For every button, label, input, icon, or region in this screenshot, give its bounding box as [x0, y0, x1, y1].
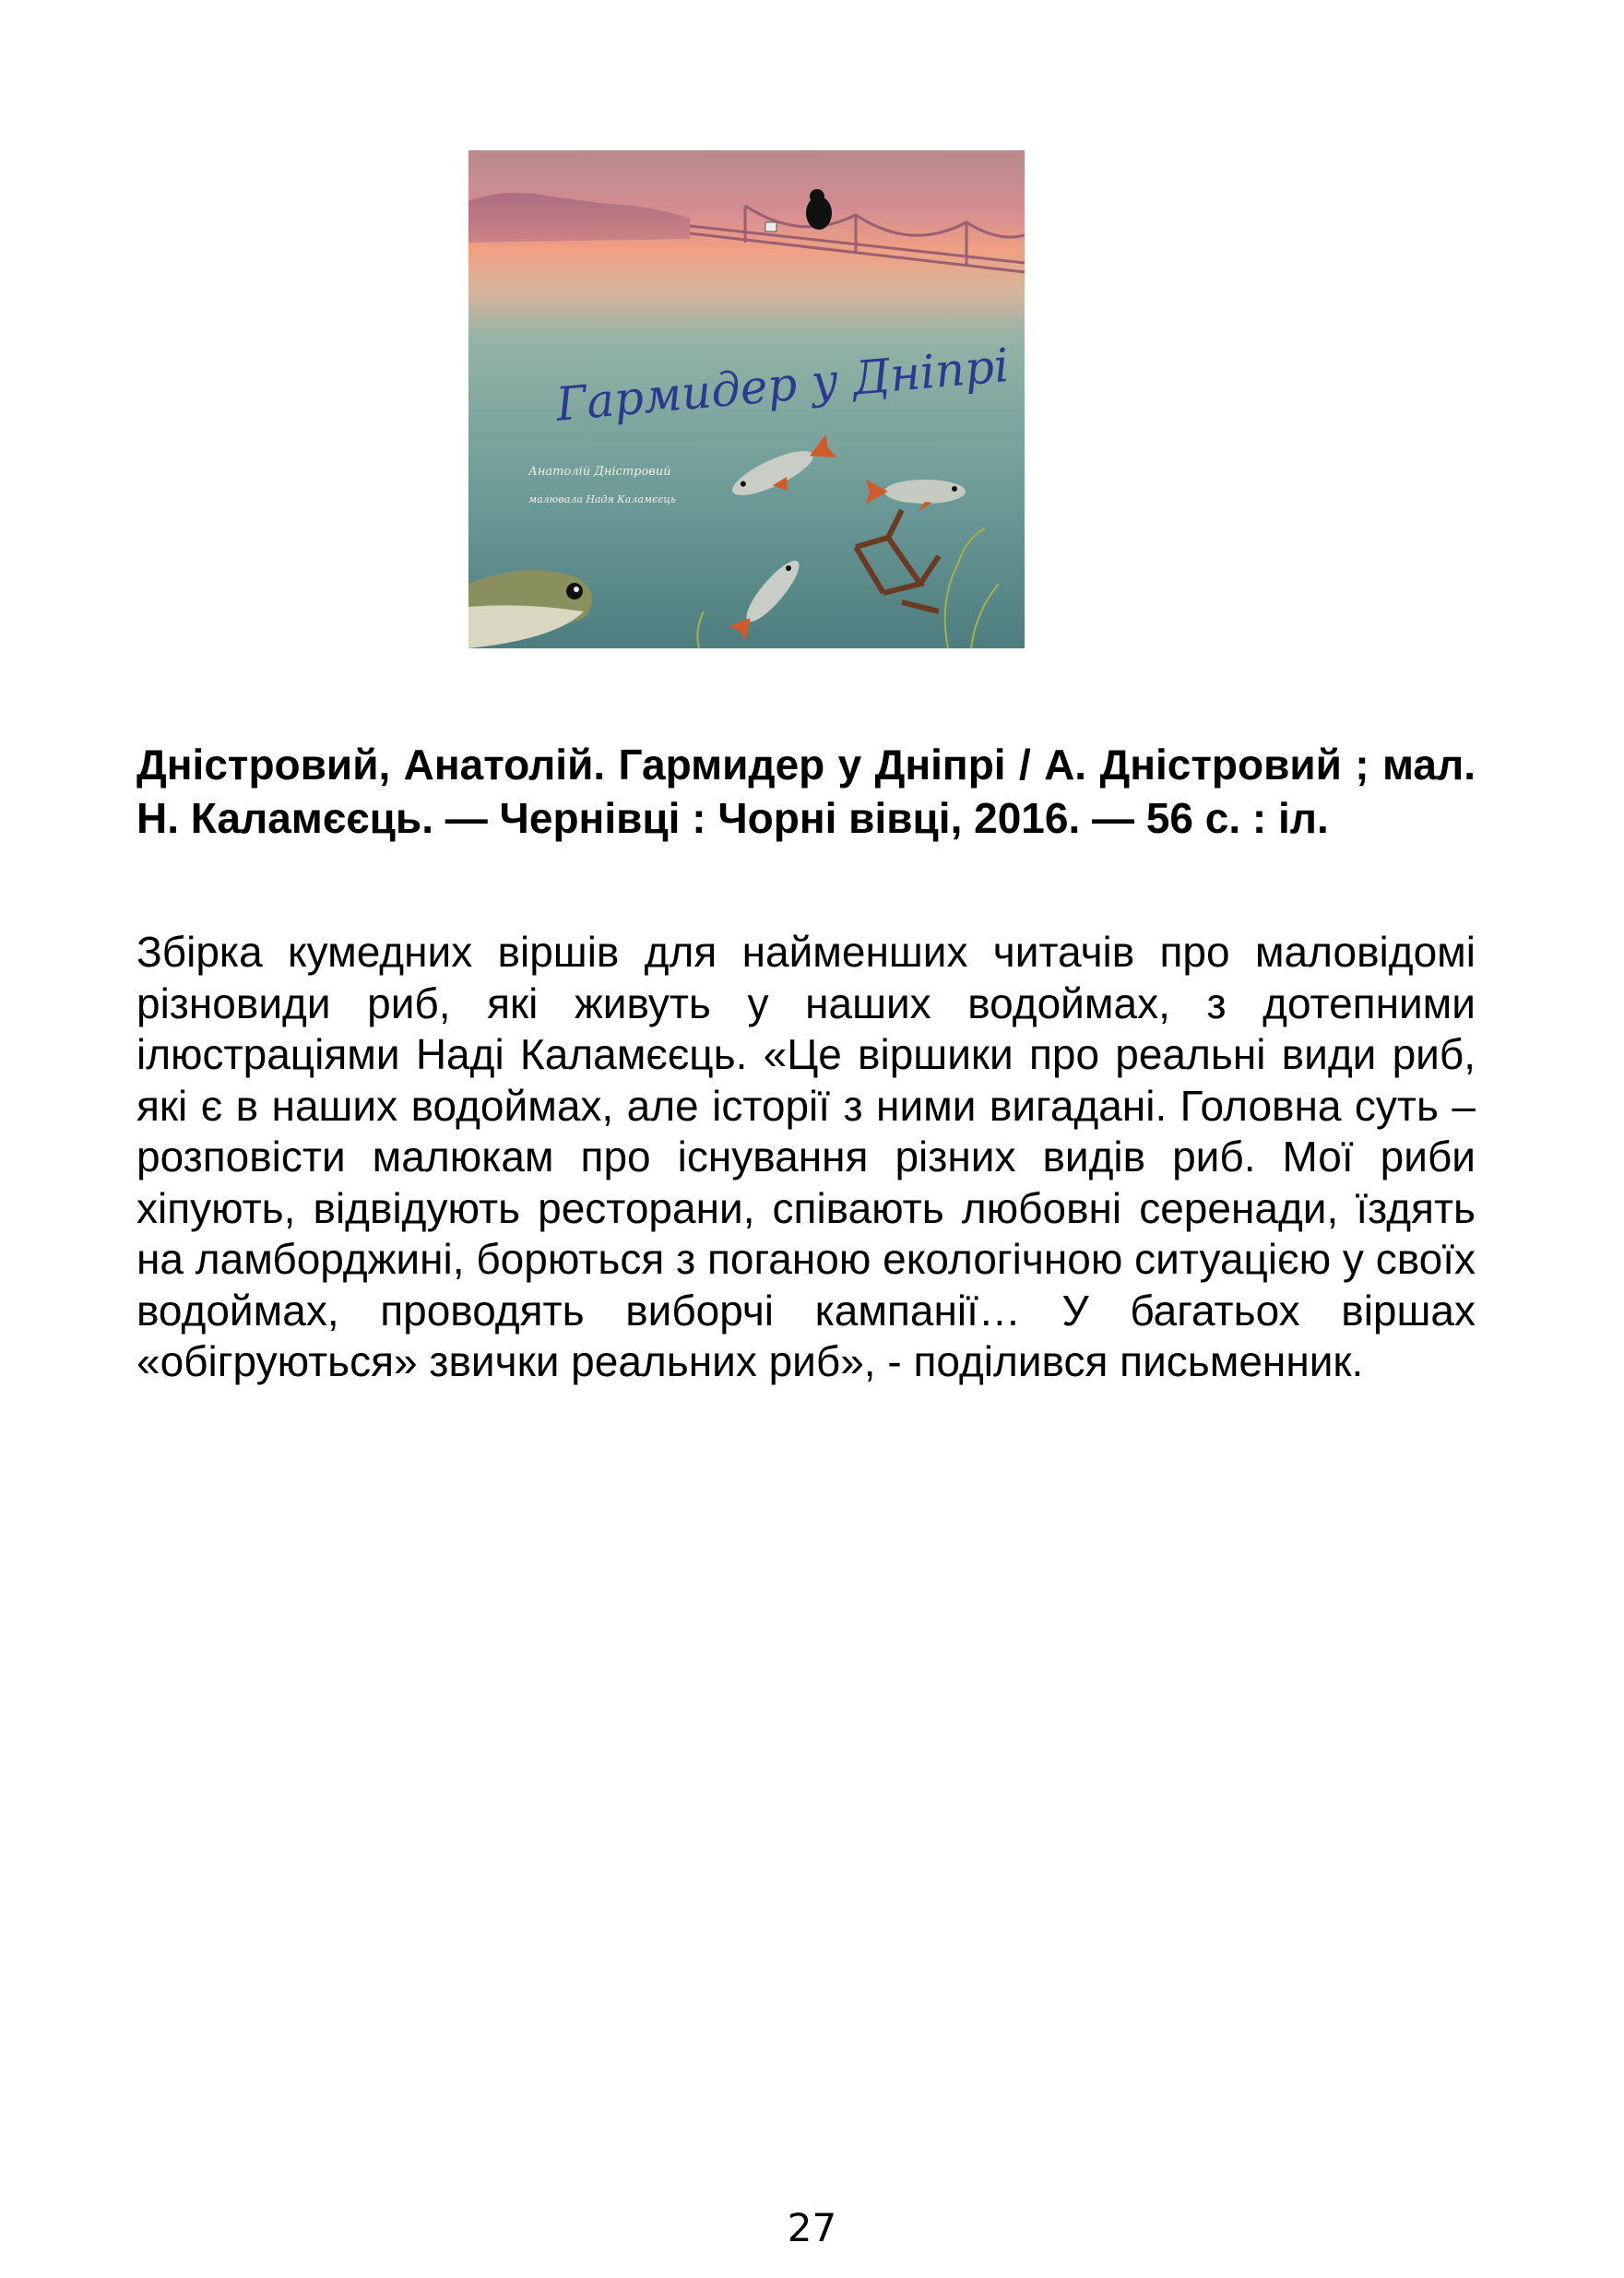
cover-title: Гармидер у Дніпрі — [553, 338, 1012, 432]
cover-illustrator: малювала Надя Каламєєць — [528, 493, 677, 505]
book-cover-image — [468, 150, 1025, 648]
page-number: 27 — [787, 2205, 837, 2250]
book-annotation: Збірка кумедних віршів для найменших читачів про маловідомі різновиди риб, які живуть у наших водоймах, з дотепними ілюстраціями Наді Каламєєць. «Це віршики про реальні види риб, які є в наших водоймах, але історії з ними вигадані. Головна суть – розповісти малюкам про існування різних видів риб. Мої риби хіпують, відвідують ресторани, співають любовні серенади, їздять на ламборджині, борються з поганою екологічною ситуацією у своїх водоймах, проводять виборчі кампанії… У багатьох віршах «обігруються» звички реальних риб», - поділився письменник. — [136, 928, 1476, 1385]
cover-author: Анатолій Дністровий — [528, 465, 671, 479]
bibliographic-citation: Дністровий, Анатолій. Гармидер у Дніпрі / А. Дністровий ; мал. Н. Каламєєць. — Чернівці : Чорні вівці, 2016. — 56 с. : іл. — [136, 741, 1476, 842]
book-cover-illustration — [468, 150, 1025, 648]
